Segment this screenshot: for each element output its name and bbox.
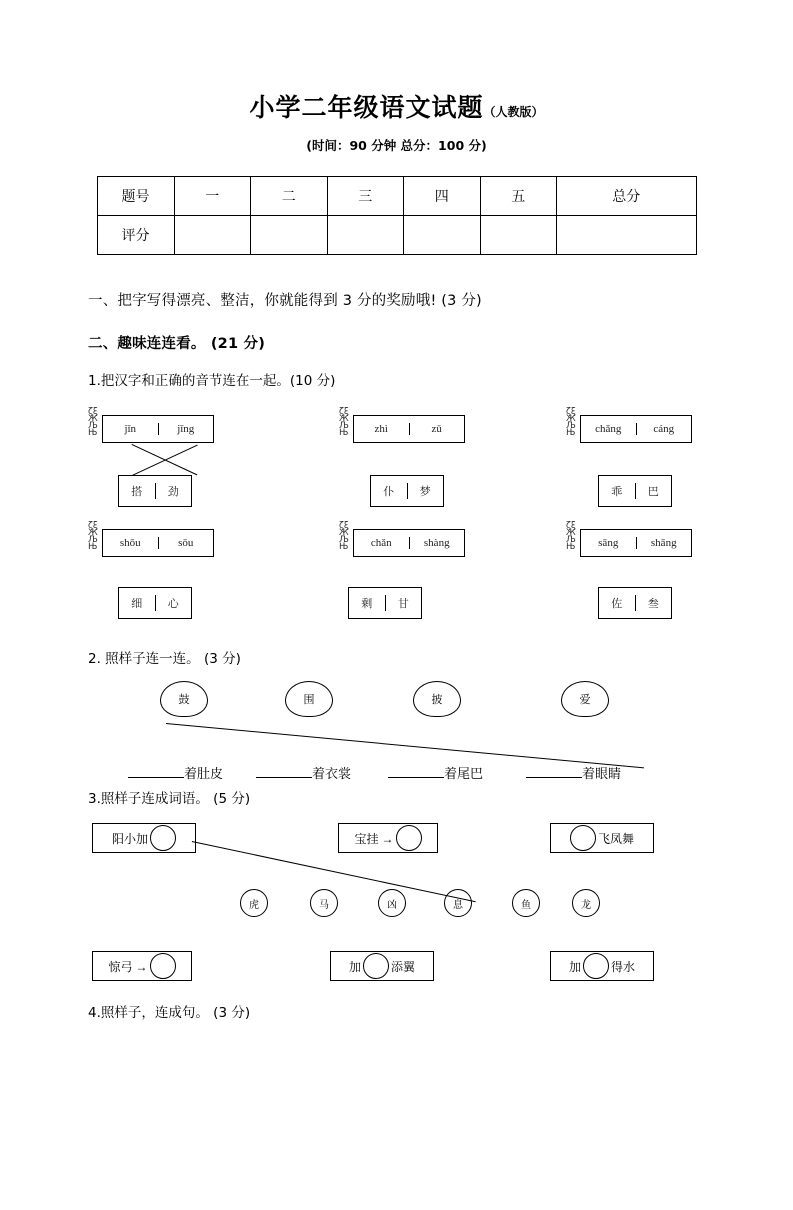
score-cell-2[interactable] — [251, 216, 328, 255]
page-title — [88, 88, 705, 124]
choice-circle-1[interactable]: 虎 — [240, 889, 268, 917]
char-cell: 佐 — [599, 595, 636, 611]
pinyin-cell: chǎn — [354, 537, 410, 549]
char-cell: 乖 — [599, 483, 636, 499]
pinyin-cell: sōu — [178, 537, 194, 549]
blank-circle-icon[interactable] — [150, 953, 176, 979]
word-box-2[interactable] — [338, 823, 438, 853]
title-main: 小学二年级语文试题 — [249, 93, 484, 122]
score-table-row-label-2: 评分 — [97, 216, 174, 255]
choice-circle-3[interactable]: 凶 — [378, 889, 406, 917]
char-cell: 甘 — [397, 598, 409, 610]
question-4: 4.照样子，连成句。 (3 分) — [88, 1005, 251, 1021]
table-row — [97, 216, 696, 255]
pinyin-box-1[interactable] — [102, 415, 214, 443]
score-cell-total[interactable] — [557, 216, 697, 255]
question-1: 1.把汉字和正确的音节连在一起。(10 分) — [88, 373, 336, 389]
score-cell-1[interactable] — [174, 216, 251, 255]
blank-circle-icon[interactable] — [363, 953, 389, 979]
cloud-blank-label: 着眼睛 — [582, 767, 622, 782]
pinyin-cell: shāng — [650, 537, 677, 549]
pinyin-cell: sāng — [581, 537, 637, 549]
cloud-blank-1[interactable] — [128, 763, 223, 782]
section-1: 一、把字写得漂亮、整洁，你就能得到 3 分的奖励哦! (3 分) — [88, 293, 482, 309]
word-box-5[interactable] — [330, 951, 434, 981]
exam-subtitle: (时间：90 分钟 总分：100 分) — [306, 138, 487, 153]
score-table-col-4: 四 — [404, 177, 481, 216]
char-box-2[interactable] — [370, 475, 444, 507]
score-table-col-5: 五 — [480, 177, 557, 216]
choice-circle-4[interactable]: 息 — [444, 889, 472, 917]
word-match-area — [88, 807, 705, 997]
word-box-1[interactable] — [92, 823, 196, 853]
decorative-scribble: ζξЖЉЊ — [339, 407, 349, 438]
char-box-1[interactable] — [118, 475, 192, 507]
choice-circle-5[interactable]: 鱼 — [512, 889, 540, 917]
pinyin-box-2[interactable] — [353, 415, 465, 443]
pinyin-box-4[interactable] — [102, 529, 214, 557]
char-cell: 细 — [119, 595, 156, 611]
score-cell-4[interactable] — [404, 216, 481, 255]
pinyin-box-3[interactable] — [580, 415, 692, 443]
blank-circle-icon[interactable] — [150, 825, 176, 851]
cloud-blank-2[interactable] — [256, 763, 351, 782]
pinyin-box-5[interactable] — [353, 529, 465, 557]
pinyin-cell: jǐng — [177, 423, 195, 435]
choice-circle-6[interactable]: 龙 — [572, 889, 600, 917]
word-box-label: 阳小加 — [111, 831, 148, 846]
char-cell: 叁 — [647, 598, 659, 610]
score-table-col-1: 一 — [174, 177, 251, 216]
char-cell: 巴 — [647, 486, 659, 498]
score-table-row-label: 题号 — [97, 177, 174, 216]
char-cell: 心 — [167, 598, 179, 610]
score-table-col-3: 三 — [327, 177, 404, 216]
word-box-label: 加 — [568, 959, 581, 974]
blank-circle-icon[interactable] — [583, 953, 609, 979]
pinyin-cell: shōu — [103, 537, 159, 549]
char-cell: 搭 — [119, 483, 156, 499]
char-box-4[interactable] — [118, 587, 192, 619]
question-3: 3.照样子连成词语。 (5 分) — [88, 791, 251, 807]
score-table — [97, 176, 697, 255]
decorative-scribble: ζξЖЉЊ — [88, 521, 98, 552]
cloud-item-4[interactable]: 爱 — [561, 681, 609, 717]
pinyin-cell: zhì — [354, 423, 410, 435]
blank-circle-icon[interactable] — [570, 825, 596, 851]
cloud-item-3[interactable]: 披 — [413, 681, 461, 717]
word-box-label: 宝挂 → — [354, 831, 394, 846]
pinyin-match-area — [88, 397, 705, 647]
title-sub: （人教版） — [483, 105, 544, 119]
choice-circle-2[interactable]: 马 — [310, 889, 338, 917]
score-cell-5[interactable] — [480, 216, 557, 255]
blank-circle-icon[interactable] — [396, 825, 422, 851]
cloud-match-area — [88, 667, 705, 787]
question-2: 2. 照样子连一连。 (3 分) — [88, 651, 241, 667]
cloud-blank-label: 着尾巴 — [444, 767, 484, 782]
word-box-6[interactable] — [550, 951, 654, 981]
char-box-3[interactable] — [598, 475, 672, 507]
char-cell: 剩 — [349, 595, 386, 611]
section-2: 二、趣味连连看。 (21 分) — [88, 336, 266, 352]
word-box-label-2: 得水 — [611, 959, 636, 974]
decorative-scribble: ζξЖЉЊ — [339, 521, 349, 552]
cloud-blank-4[interactable] — [526, 763, 621, 782]
cloud-blank-3[interactable] — [388, 763, 483, 782]
word-box-label: 加 — [348, 959, 361, 974]
exam-page — [0, 88, 793, 1210]
word-box-label: 飞凤舞 — [597, 831, 634, 846]
pinyin-cell: jǐn — [103, 423, 159, 435]
char-box-6[interactable] — [598, 587, 672, 619]
score-table-col-2: 二 — [251, 177, 328, 216]
pinyin-box-6[interactable] — [580, 529, 692, 557]
pinyin-cell: cáng — [653, 423, 675, 435]
char-cell: 劲 — [167, 486, 179, 498]
cloud-match-line — [166, 723, 644, 768]
cloud-item-1[interactable]: 鼓 — [160, 681, 208, 717]
score-cell-3[interactable] — [327, 216, 404, 255]
table-row — [97, 177, 696, 216]
word-box-4[interactable] — [92, 951, 192, 981]
score-table-col-total: 总分 — [557, 177, 697, 216]
pinyin-cell: shàng — [423, 537, 450, 549]
cloud-blank-label: 着肚皮 — [184, 767, 224, 782]
cloud-blank-label: 着衣裳 — [312, 767, 352, 782]
char-cell: 梦 — [419, 486, 431, 498]
pinyin-cell: zǔ — [431, 423, 442, 435]
pinyin-cell: chǎng — [581, 423, 637, 435]
decorative-scribble: ζξЖЉЊ — [566, 407, 576, 438]
word-box-3[interactable] — [550, 823, 654, 853]
decorative-scribble: ζξЖЉЊ — [88, 407, 98, 438]
decorative-scribble: ζξЖЉЊ — [566, 521, 576, 552]
char-cell: 仆 — [371, 483, 408, 499]
cloud-item-2[interactable]: 围 — [285, 681, 333, 717]
word-box-label: 惊弓 → — [108, 959, 148, 974]
char-box-5[interactable] — [348, 587, 422, 619]
word-box-label-2: 添翼 — [391, 959, 416, 974]
